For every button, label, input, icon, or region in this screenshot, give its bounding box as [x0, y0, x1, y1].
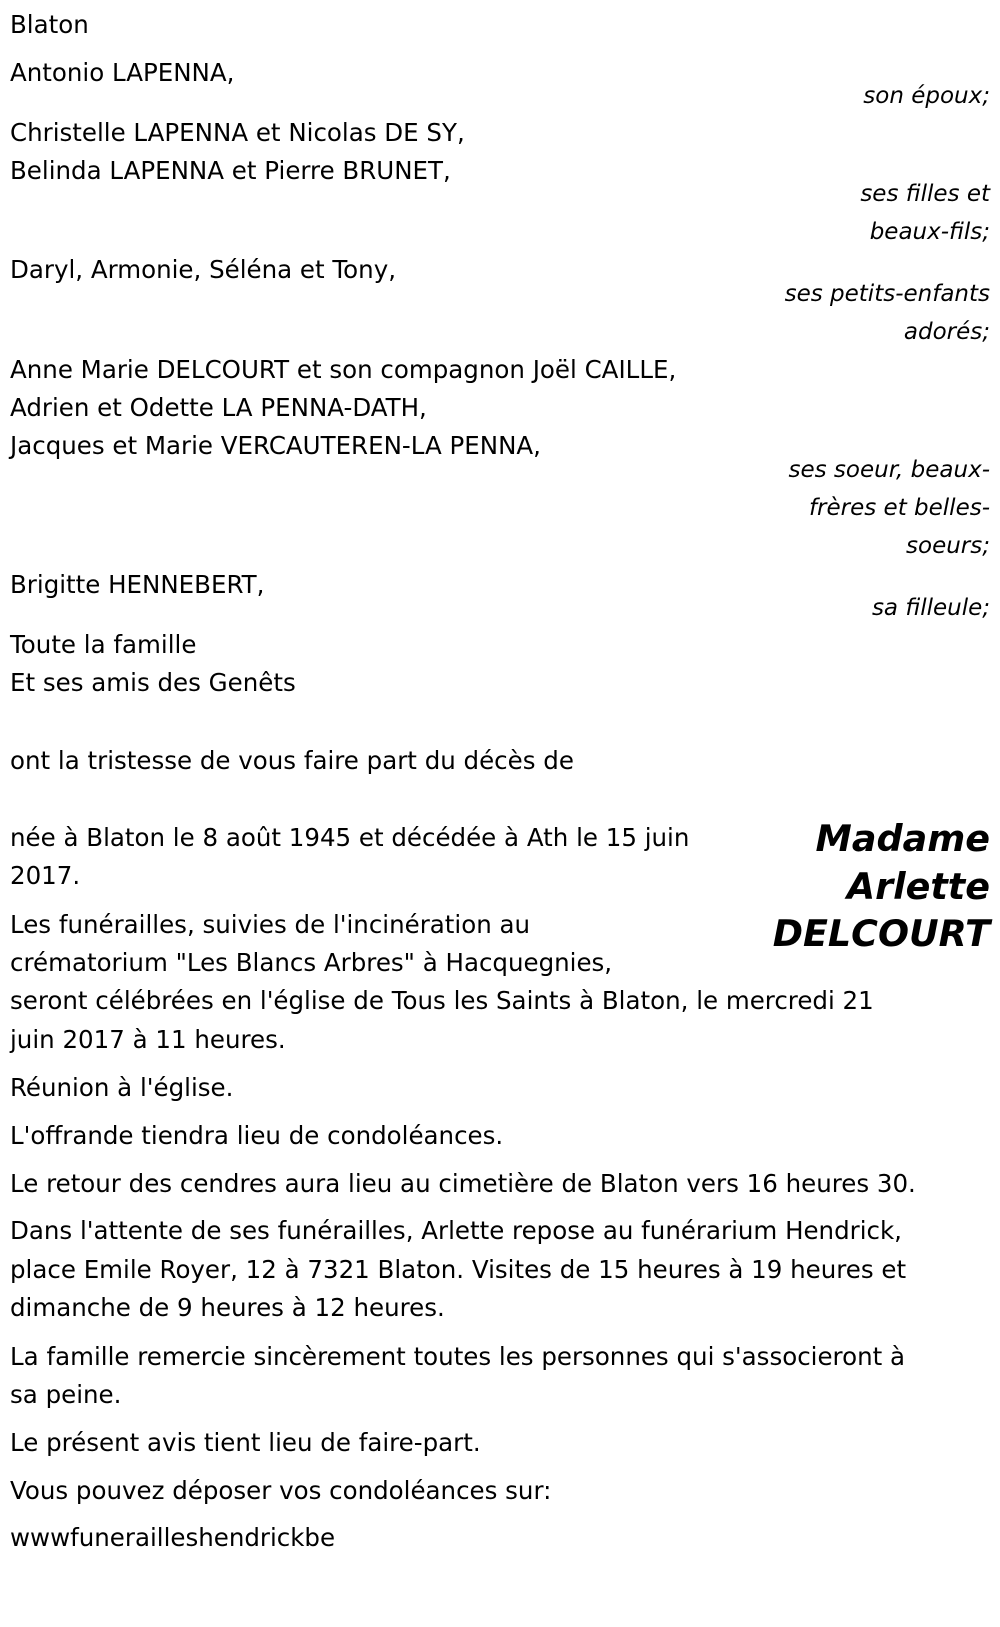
ashes-note: Le retour des cendres aura lieu au cimetière de Blaton vers 16 heures 30. [10, 1169, 916, 1198]
deceased-title: Madame [815, 817, 990, 860]
birth-death-line: 2017. [10, 861, 81, 890]
siblings-role: ses soeur, beaux- [788, 457, 990, 483]
offering-note: L'offrande tiendra lieu de condoléances. [10, 1121, 504, 1150]
family-line: Toute la famille [10, 630, 197, 659]
daughter-name: Christelle LAPENNA et Nicolas DE SY, [10, 118, 465, 147]
deceased-first-name: Arlette [846, 865, 990, 908]
thanks-line: sa peine. [10, 1380, 122, 1409]
goddaughter-role: sa filleule; [871, 595, 990, 621]
siblings-role: frères et belles- [808, 495, 990, 521]
funeral-line: seront célébrées en l'église de Tous les Saints à Blaton, le mercredi 21 [10, 986, 874, 1015]
goddaughter-name: Brigitte HENNEBERT, [10, 570, 265, 599]
viewing-line: Dans l'attente de ses funérailles, Arlette repose au funérarium Hendrick, [10, 1216, 902, 1245]
thanks-line: La famille remercie sincèrement toutes les personnes qui s'associeront à [10, 1342, 906, 1371]
family-line: Et ses amis des Genêts [10, 668, 296, 697]
funeral-line: crématorium "Les Blancs Arbres" à Hacquegnies, [10, 948, 613, 977]
meeting-note: Réunion à l'église. [10, 1073, 234, 1102]
daughters-role: ses filles et [860, 181, 990, 207]
sibling-name: Adrien et Odette LA PENNA-DATH, [10, 393, 427, 422]
condolences-note: Vous pouvez déposer vos condoléances sur: [10, 1476, 552, 1505]
grandchildren-role: ses petits-enfants [784, 281, 990, 307]
spouse-name: Antonio LAPENNA, [10, 58, 235, 87]
viewing-line: dimanche de 9 heures à 12 heures. [10, 1293, 445, 1322]
funeral-line: Les funérailles, suivies de l'incinération au [10, 910, 531, 939]
spouse-role: son époux; [863, 83, 990, 109]
deceased-last-name: DELCOURT [772, 912, 990, 955]
siblings-role: soeurs; [906, 533, 990, 559]
sibling-name: Anne Marie DELCOURT et son compagnon Joël CAILLE, [10, 355, 677, 384]
sibling-name: Jacques et Marie VERCAUTEREN-LA PENNA, [10, 431, 541, 460]
grandchildren-role: adorés; [903, 319, 990, 345]
birth-death-line: née à Blaton le 8 août 1945 et décédée à Ath le 15 juin [10, 823, 690, 852]
daughter-name: Belinda LAPENNA et Pierre BRUNET, [10, 156, 451, 185]
viewing-line: place Emile Royer, 12 à 7321 Blaton. Visites de 15 heures à 19 heures et [10, 1255, 907, 1284]
funeral-line: juin 2017 à 11 heures. [10, 1025, 286, 1054]
website-link[interactable]: wwwfunerailleshendrickbe [10, 1523, 336, 1552]
announcement: ont la tristesse de vous faire part du décès de [10, 746, 574, 775]
location: Blaton [10, 10, 89, 39]
grandchildren-names: Daryl, Armonie, Séléna et Tony, [10, 255, 396, 284]
notice-note: Le présent avis tient lieu de faire-part. [10, 1428, 481, 1457]
daughters-role: beaux-fils; [869, 219, 990, 245]
